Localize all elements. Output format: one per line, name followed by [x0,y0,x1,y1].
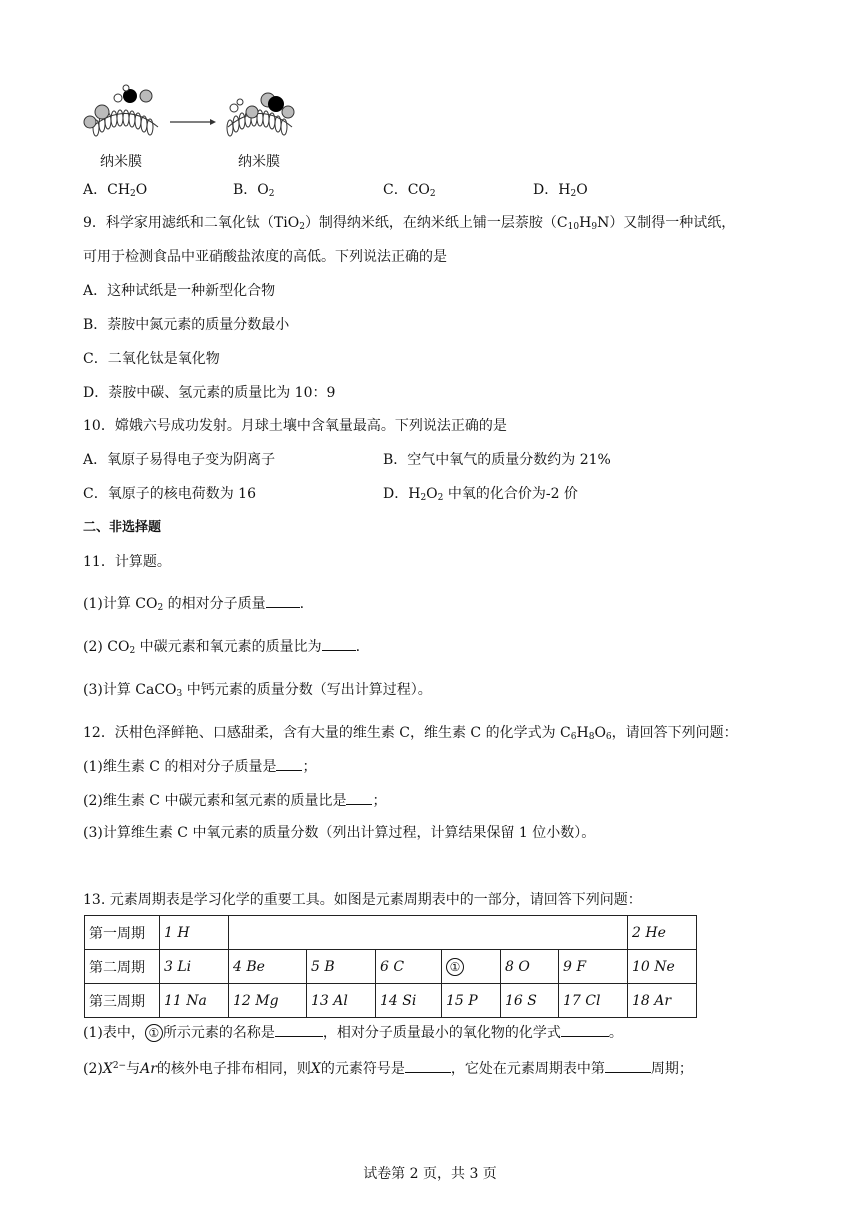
q11-part3: (3)计算 CaCO$_3$ 中钙元素的质量分数（写出计算过程）。 [83,682,432,699]
element-cell: 16 S [501,984,559,1018]
nano-membrane-figure [80,82,320,172]
q9-option-c: C．二氧化钛是氧化物 [83,351,220,367]
element-cell: 11 Na [160,984,229,1018]
q9-option-b: B．萘胺中氮元素的质量分数最小 [83,317,290,333]
unknown-element-cell: ① [442,950,501,984]
table-row [85,984,697,1018]
answer-blank [346,790,372,805]
q10-option-c: C．氧原子的核电荷数为 16 [83,486,256,502]
q12-stem: 12．沃柑色泽鲜艳、口感甜柔，含有大量的维生素 C，维生素 C 的化学式为 $C_6H_8O_6$，请回答下列问题： [83,725,738,742]
element-cell: 12 Mg [229,984,307,1018]
element-cell: 18 Ar [628,984,697,1018]
section-heading: 二、非选择题 [83,520,162,535]
element-cell: 1 H [160,916,229,950]
period-label: 第一周期 [85,916,160,950]
q12-part2: (2)维生素 C 中碳元素和氢元素的质量比是 ； [83,790,386,811]
page-footer: 试卷第 2 页，共 3 页 [363,1166,497,1182]
element-cell: 8 O [501,950,559,984]
period-label: 第二周期 [85,950,160,984]
q10-option-a: A．氧原子易得电子变为阴离子 [83,452,276,468]
q8-option-c: C．$CO_2$ [383,182,436,199]
element-cell: 5 B [307,950,376,984]
q9-option-a: A．这种试纸是一种新型化合物 [83,283,276,299]
q13-part2: $(2)X^{2-}$与Ar的核外电子排布相同，则X的元素符号是 ，它处在元素周期表中第 周期； [83,1056,693,1079]
q11-stem: 11．计算题。 [83,554,171,570]
q9-option-d: D．萘胺中碳、氢元素的质量比为 10：9 [83,385,336,401]
answer-blank [275,1022,323,1037]
left-label: 纳米膜 [100,154,142,170]
answer-blank [322,636,356,651]
q13-part1: (1)表中， ① 所示元素的名称是 ，相对分子质量最小的氧化物的化学式 。 [83,1022,623,1043]
q8-option-a: A．$CH_2O$ [83,182,148,199]
right-label: 纳米膜 [238,154,280,170]
answer-blank [266,593,300,608]
element-cell: 14 Si [376,984,442,1018]
element-cell: 15 P [442,984,501,1018]
element-cell: 13 Al [307,984,376,1018]
q10-option-b: B．空气中氧气的质量分数约为 21% [383,452,611,468]
periodic-table [84,915,697,1018]
element-cell: 3 Li [160,950,229,984]
table-row [85,950,697,984]
q9-stem-line1: 9．科学家用滤纸和二氧化钛（TiO$_2$）制得纳米纸，在纳米纸上铺一层萘胺$(C_{10}H_9N)$又制得一种试纸， [83,215,736,232]
q8-option-d: D．$H_2O$ [533,182,588,199]
q9-stem-line2: 可用于检测食品中亚硝酸盐浓度的高低。下列说法正确的是 [83,249,447,265]
q11-part1: (1)计算 $CO_2$ 的相对分子质量 . [83,593,304,618]
answer-blank [561,1022,609,1037]
q13-stem: 13. 元素周期表是学习化学的重要工具。如图是元素周期表中的一部分，请回答下列问题： [83,892,642,908]
element-cell: 4 Be [229,950,307,984]
q12-part3: (3)计算维生素 C 中氧元素的质量分数（列出计算过程，计算结果保留 1 位小数）。 [83,825,596,841]
element-cell: 17 Cl [559,984,628,1018]
empty-cell [229,916,628,950]
q11-part2: (2) $CO_2$ 中碳元素和氧元素的质量比为 . [83,636,360,661]
q10-option-d: D．$H_2O_2$ 中氧的化合价为-2 价 [383,486,578,503]
element-cell: 9 F [559,950,628,984]
element-cell: 2 He [628,916,697,950]
table-row [85,916,697,950]
q8-option-b: B．$O_2$ [233,182,275,199]
q10-stem: 10．嫦娥六号成功发射。月球土壤中含氧量最高。下列说法正确的是 [83,418,507,434]
element-cell: 10 Ne [628,950,697,984]
answer-blank [605,1058,651,1073]
q12-part1: (1)维生素 C 的相对分子质量是 ； [83,756,316,777]
answer-blank [405,1058,451,1073]
answer-blank [276,756,302,771]
element-cell: 6 C [376,950,442,984]
period-label: 第三周期 [85,984,160,1018]
